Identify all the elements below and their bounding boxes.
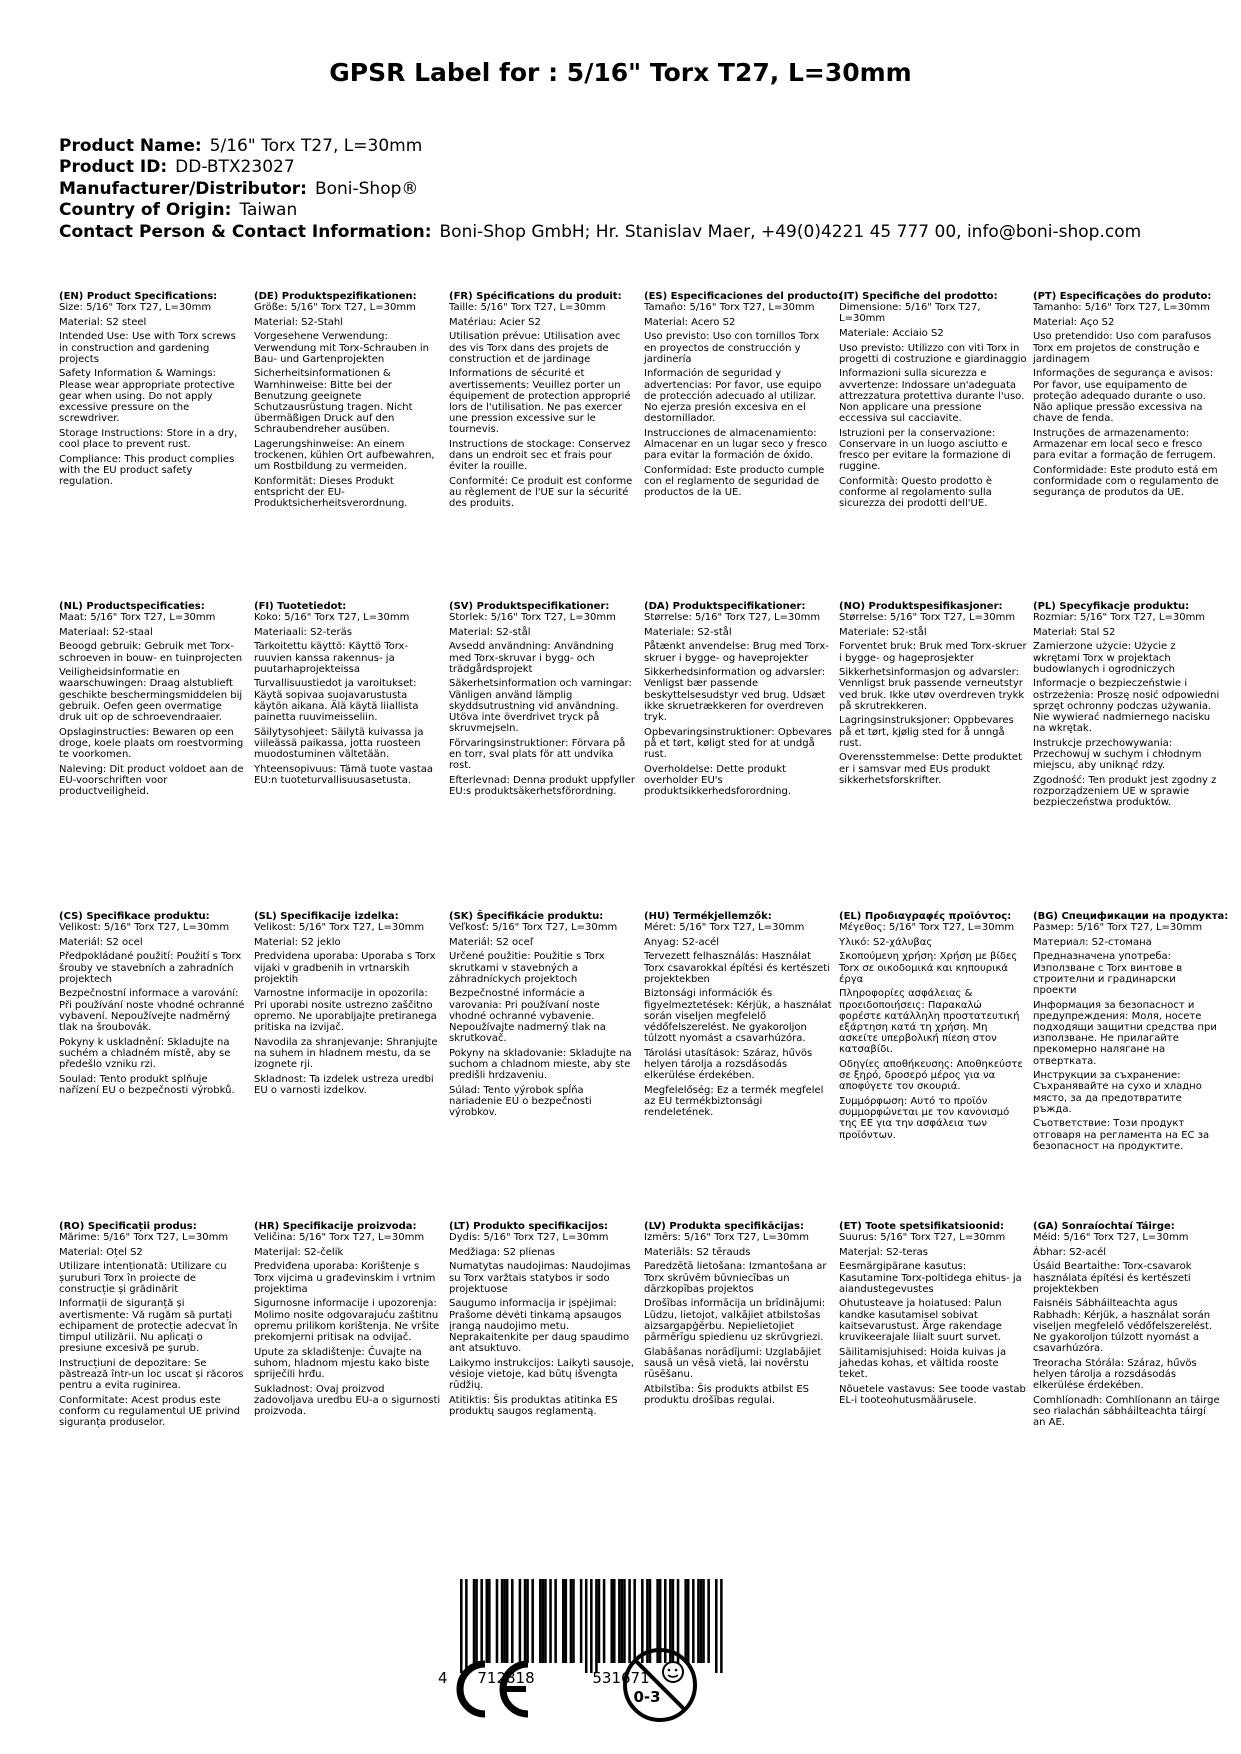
language-block-text: Ábhar: S2-acél [1033, 1246, 1107, 1258]
barcode-group-left: 712818 [477, 1669, 535, 1687]
language-block-text: Mărime: 5/16" Torx T27, L=30mm [59, 1232, 229, 1244]
language-block-text: Overholdelse: Dette produkt overholder EU's produktsikkerhedsforordning. [644, 763, 792, 797]
language-block-text: Materiale: S2-stål [644, 626, 732, 638]
language-block-text: Faisnéis Sábháilteachta agus Rabhadh: Kérjük, a használat során viseljen megfelelő védőfelszerelést. Ne gyakoroljon túlzott nyomást a csavarhúzóra. [1033, 1298, 1213, 1355]
language-block-text: Skladnost: Ta izdelek ustreza uredbi EU o varnosti izdelkov. [254, 1073, 434, 1096]
manufacturer-row [59, 179, 1141, 200]
language-block-text: Zamierzone użycie: Użycie z wkrętami Torx w projektach budowlanych i ogrodniczych [1033, 641, 1176, 675]
manufacturer-value: Boni-Shop® [314, 178, 419, 199]
age-warning-icon [621, 1646, 699, 1724]
language-block-text: Intended Use: Use with Torx screws in construction and gardening projects [59, 331, 236, 365]
ce-mark-icon [452, 1658, 535, 1720]
language-block-text: Säkerhetsinformation och varningar: Vänligen använd lämplig skyddsutrustning vid användning. Utöva inte överdrivet tryck på skruvmejseln. [449, 678, 632, 735]
manufacturer-label: Manufacturer/Distributor: [59, 178, 307, 199]
language-block-header: (RO) Specificații produs: [59, 1221, 197, 1232]
language-block-text: Instrucciones de almacenamiento: Almacenar en un lugar seco y fresco para evitar la formación de óxido. [644, 427, 827, 462]
language-block-text: Atbilstība: Šis produkts atbilst ES produktu drošības regulai. [644, 1383, 810, 1406]
language-block-text: Tamanho: 5/16" Torx T27, L=30mm [1033, 302, 1210, 314]
language-block-text: Bezpečnostní informace a varování: Při používání noste vhodné ochranné vybavení. Nepoužívejte nadměrný tlak na šroubovák. [59, 988, 245, 1033]
language-block-text: Safety Information & Warnings: Please wear appropriate protective gear when using. Do not apply excessive pressure on the screwdriver. [59, 368, 235, 425]
language-block-text: Eesmärgipärane kasutus: Kasutamine Torx-poltidega ehitus- ja aiandustegevustes [839, 1261, 1022, 1295]
language-block-text: Materiale: Acciaio S2 [839, 328, 944, 339]
barcode-bar [526, 1579, 529, 1663]
language-block-header: (CS) Specifikace produktu: [59, 911, 210, 922]
product-name-row [59, 136, 1141, 157]
language-block-text: Informazioni sulla sicurezza e avvertenze: Indossare un'adeguata attrezzatura protettiva durante l'uso. Non applicare una pressione eccessiva sul cacciavite. [839, 368, 1025, 425]
language-block-text: Informații de siguranță și avertismente: Vă rugăm să purtați echipament de protecție adecvat în timpul utilizării. Nu aplicați o presiune excesivă pe șurub. [59, 1298, 238, 1355]
language-block [254, 601, 442, 789]
language-block-header: (HR) Specifikacije proizvoda: [254, 1221, 417, 1232]
barcode-bar [590, 1579, 593, 1673]
language-block-text: Инструкции за съхранение: Съхранявайте на сухо и хладно място, за да предотвратите ръжда. [1033, 1070, 1202, 1115]
barcode-bar [524, 1579, 527, 1663]
language-block-text: Informações de segurança e avisos: Por favor, use equipamento de proteção adequado durante o uso. Não aplique pressão excessiva na chave de fenda. [1033, 368, 1214, 425]
origin-label: Country of Origin: [59, 200, 232, 221]
language-block-header: (NL) Productspecificaties: [59, 601, 205, 612]
language-block-text: Μέγεθος: 5/16" Torx T27, L=30mm [839, 922, 1015, 934]
barcode-bar [603, 1579, 606, 1663]
language-block-text: Instructions de stockage: Conservez dans un endroit sec et frais pour éviter la rouille. [449, 439, 631, 473]
language-block-text: Upute za skladištenje: Čuvajte na suhom, hladnom mjestu kako biste spriječili hrđu. [254, 1346, 430, 1380]
language-block-text: Efterlevnad: Denna produkt uppfyller EU:s produktsäkerhetsförordning. [449, 774, 635, 797]
language-block-text: Säilitamisjuhised: Hoida kuivas ja jahedas kohas, et vältida rooste teket. [839, 1346, 1007, 1380]
language-block [644, 291, 843, 502]
language-block-text: Atitiktis: Šis produktas atitinka ES produktų saugos reglamentą. [449, 1394, 618, 1417]
language-block-text: Material: S2 steel [59, 316, 147, 328]
barcode-bar [488, 1579, 491, 1663]
language-block-text: Zgodność: Ten produkt jest zgodny z rozporządzeniem UE w sprawie bezpieczeństwa produktów. [1033, 774, 1217, 809]
barcode-bar [496, 1579, 499, 1663]
barcode-bar [565, 1579, 568, 1663]
language-block-text: Οδηγίες αποθήκευσης: Αποθηκεύστε σε ξηρό, δροσερό μέρος για να αποφύγετε τον σκουριά. [839, 1059, 1023, 1093]
language-block-text: Uso previsto: Uso con tornillos Torx en proyectos de construcción y jardinería [644, 331, 820, 365]
language-block [644, 601, 832, 801]
language-block-text: Biztonsági információk és figyelmeztetések: Kérjük, a használat során viseljen megfelelő védőfelszerelést. Ne gyakoroljon túlzott nyomást a csavarhúzóra. [644, 988, 832, 1045]
language-block-text: Vorgesehene Verwendung: Verwendung mit Torx-Schrauben in Bau- und Gartenprojekten [254, 331, 429, 365]
language-block-text: Compliance: This product complies with the EU product safety regulation. [59, 453, 235, 487]
language-block-text: Pokyny k uskladnění: Skladujte na suchém a chladném místě, aby se předešlo vzniku rzi. [59, 1036, 231, 1070]
barcode-bar [511, 1579, 514, 1663]
language-block [449, 601, 637, 801]
barcode-bar [585, 1579, 588, 1673]
label-title: GPSR Label for : 5/16" Torx T27, L=30mm [329, 58, 912, 87]
language-block-text: Turvallisuustiedot ja varoitukset: Käytä sopivaa suojavarustusta käytön aikana. Älä käytä liiallista painetta ruuvimeisseliin. [254, 678, 419, 723]
language-block-text: Beoogd gebruik: Gebruik met Torx-schroeven in bouw- en tuinprojecten [59, 641, 243, 664]
language-block-text: Navodila za shranjevanje: Shranjujte na suhem in hladnem mestu, da se izognete rji. [254, 1036, 438, 1070]
language-block-text: Material: S2-stål [449, 626, 531, 638]
language-block-header: (DA) Produktspecifikationer: [644, 601, 806, 612]
language-block-text: Предназначена употреба: Използване с Torx винтове в строителни и градинарски проекти [1033, 951, 1183, 996]
barcode-bar [531, 1579, 534, 1663]
language-block-text: Určené použitie: Použitie s Torx skrutkami v stavebných a záhradníckych projektoch [449, 951, 605, 985]
language-block-text: Předpokládané použití: Použití s Torx šrouby ve stavebních a zahradních projektech [59, 951, 242, 985]
language-block-text: Rozmiar: 5/16" Torx T27, L=30mm [1033, 612, 1206, 624]
language-block-text: Påtænkt anvendelse: Brug med Torx-skruer i bygge- og haveprojekter [644, 641, 829, 664]
language-block-text: Materjal: S2-teras [839, 1246, 929, 1258]
product-name-value: 5/16" Torx T27, L=30mm [209, 136, 423, 156]
language-block-text: Paredzētā lietošana: Izmantošana ar Torx skrūvēm būvniecības un dārzkopības projektos [644, 1261, 827, 1295]
language-block-header: (IT) Specifiche del prodotto: [839, 291, 998, 302]
language-block-text: Sikkerhedsinformation og advarsler: Venligst bær passende beskyttelsesudstyr ved brug. Udsæt ikke skruetrækkeren for overdreven tryk. [644, 667, 826, 723]
barcode-bar [475, 1579, 478, 1663]
language-block-text: Material: Oțel S2 [59, 1246, 143, 1258]
language-block-text: Σκοπούμενη χρήση: Χρήση με βίδες Torx σε οικοδομικά και κηπουρικά έργα [839, 951, 1018, 985]
language-block-header: (GA) Sonraíochtaí Táirge: [1033, 1221, 1175, 1232]
language-block-text: Dydis: 5/16" Torx T27, L=30mm [449, 1232, 609, 1244]
language-block-text: Soulad: Tento produkt splňuje nařízení EU o bezpečnosti výrobků. [59, 1073, 235, 1096]
language-block-text: Material: Acero S2 [644, 316, 736, 328]
language-block-text: Yhteensopivuus: Tämä tuote vastaa EU:n tuoteturvallisuusasetusta. [254, 763, 433, 786]
language-block-header: (LV) Produkta specifikācijas: [644, 1221, 804, 1232]
language-block-text: Drošības informācija un brīdinājumi: Lūdzu, lietojot, valkājiet atbilstošas aizsargapģērbu. Nepielietojiet pārmērīgu spiedienu uz skrūvgriezi. [644, 1298, 826, 1343]
product-id-value: DD-BTX23027 [175, 157, 295, 178]
age-warning-text: 0-3 [633, 1688, 661, 1706]
language-block-text: Material: S2-Stahl [254, 316, 344, 328]
language-block-text: Méid: 5/16" Torx T27, L=30mm [1033, 1232, 1189, 1244]
language-block-header: (LT) Produkto specifikacijos: [449, 1221, 609, 1232]
language-block-text: Materiaal: S2-staal [59, 626, 153, 638]
barcode-bar [480, 1579, 483, 1663]
language-block-text: Tervezett felhasználás: Használat Torx csavarokkal építési és kertészeti projektekben [644, 951, 830, 985]
product-info [59, 136, 1141, 243]
product-id-label: Product ID: [59, 157, 168, 178]
language-block-text: Materiał: Stal S2 [1033, 626, 1116, 638]
language-block-text: Sikkerhetsinformasjon og advarsler: Vennligst bruk passende verneutstyr ved bruk. Ikke utøv overdreven trykk på skrutrekkeren. [839, 667, 1025, 712]
language-block-text: Størrelse: 5/16" Torx T27, L=30mm [644, 612, 821, 624]
language-block-text: Megfelelőség: Ez a termék megfelel az EU termékbiztonsági rendeletének. [644, 1084, 824, 1119]
language-block [644, 911, 832, 1122]
language-block-text: Lagerungshinweise: An einem trockenen, kühlen Ort aufbewahren, um Rostbildung zu vermeiden. [254, 439, 435, 473]
language-block-text: Material: Aço S2 [1033, 316, 1115, 328]
language-block-text: Pokyny na skladovanie: Skladujte na suchom a chladnom mieste, aby ste predišli hrdzaveniu. [449, 1047, 632, 1082]
language-block-text: Saugumo informacija ir įspėjimai: Prašome dėvėti tinkamą apsaugos įrangą naudojimo metu. Neprakaitenkite per daug spaudimo ant atsuktuvo. [449, 1298, 630, 1355]
language-block-text: Lagringsinstruksjoner: Oppbevares på et tørt, kjølig sted for å unngå rust. [839, 715, 1014, 749]
product-id-row [59, 157, 1141, 178]
language-block-text: Sicherheitsinformationen & Warnhinweise: Bitte bei der Benutzung geeignete Schutzausrüstung tragen. Nicht übermäßigen Druck auf den Schraubendreher ausüben. [254, 368, 413, 436]
language-block-text: Conformitate: Acest produs este conform cu regulamentul UE privind siguranța produselor. [59, 1394, 240, 1429]
language-block-text: Informacje o bezpieczeństwie i ostrzeżenia: Proszę nosić odpowiedni sprzęt ochronny podczas używania. Nie wywierać nadmiernego nacisku na wkrętak. [1033, 678, 1220, 735]
barcode-bar [519, 1579, 522, 1663]
language-block-text: Instrukcje przechowywania: Przechowuj w suchym i chłodnym miejscu, aby uniknąć rdzy. [1033, 737, 1202, 772]
barcode-bar [700, 1579, 703, 1663]
language-block-text: Velikost: 5/16" Torx T27, L=30mm [59, 922, 230, 934]
barcode-bar [572, 1579, 575, 1663]
contact-label: Contact Person & Contact Information: [59, 221, 432, 242]
language-block-text: Uso pretendido: Uso com parafusos Torx em projetos de construção e jardinagem [1033, 331, 1212, 365]
language-block [1033, 1221, 1221, 1432]
language-block [254, 1221, 442, 1421]
language-block-text: Istruzioni per la conservazione: Conservare in un luogo asciutto e fresco per evitare la formazione di ruggine. [839, 427, 1011, 473]
language-block-text: Size: 5/16" Torx T27, L=30mm [59, 302, 212, 314]
barcode-bar [549, 1579, 552, 1663]
barcode-digit-first: 4 [438, 1669, 448, 1687]
language-block-text: Πληροφορίες ασφάλειας & προειδοποιήσεις: Παρακαλώ φορέστε κατάλληλη προστατευτική εξάρτηση κατά τη χρήση. Μη ασκείτε υπερβολική πίεση στον κατσαβίδι. [839, 988, 1020, 1056]
language-block-text: Predvidena uporaba: Uporaba s Torx vijaki v gradbenih in vrtnarskih projektih [254, 951, 436, 985]
language-block-text: Opslaginstructies: Bewaren op een droge, koele plaats om roestvorming te voorkomen. [59, 726, 244, 760]
language-block-header: (NO) Produktspesifikasjoner: [839, 601, 1003, 612]
language-block-text: Conformidad: Este producto cumple con el reglamento de seguridad de productos de la UE. [644, 464, 825, 499]
language-block-header: (ES) Especificaciones del producto: [644, 291, 843, 302]
barcode-group-right: 531671 [592, 1669, 650, 1687]
language-block-text: Materijal: S2-čelik [254, 1246, 344, 1258]
language-block-text: Nõuetele vastavus: See toode vastab EL-i tooteohutusmäärusele. [839, 1383, 1026, 1406]
language-block-text: Varnostne informacije in opozorila: Pri uporabi nosite ustrezno zaščitno opremo. Ne uporabljajte pretiranega pritiska na izvijač. [254, 988, 437, 1033]
language-block-text: Storlek: 5/16" Torx T27, L=30mm [449, 612, 616, 624]
barcode-bar [501, 1579, 504, 1663]
language-block [644, 1221, 832, 1409]
language-block-text: Συμμόρφωση: Αυτό το προϊόν συμμορφώνεται με τον κανονισμό της ΕΕ για την ασφάλεια των προϊόντων. [839, 1096, 1010, 1141]
language-block-text: Avsedd användning: Användning med Torx-skruvar i bygg- och trädgårdsprojekt [449, 641, 614, 675]
language-block-header: (FI) Tuotetiedot: [254, 601, 347, 612]
barcode-bar [702, 1579, 705, 1663]
language-block-text: Taille: 5/16" Torx T27, L=30mm [449, 302, 606, 314]
language-block-text: Instrucțiuni de depozitare: Se păstrează într-un loc uscat și răcoros pentru a evita ruginirea. [59, 1357, 244, 1392]
language-block [254, 291, 442, 513]
language-block-text: Информация за безопасност и предупреждения: Моля, носете подходящи защитни средства при използване. Не прилагайте прекомерно налягане на отвертката. [1033, 999, 1217, 1067]
language-block-text: Размер: 5/16" Torx T27, L=30mm [1033, 922, 1203, 934]
language-block-text: Laikymo instrukcijos: Laikyti sausoje, vėsioje vietoje, kad būtų išvengta rūdžių. [449, 1357, 635, 1392]
language-block-text: Treoracha Stórála: Száraz, hűvös helyen tárolja a rozsdásodás elkerülése érdekében. [1033, 1357, 1197, 1392]
language-block-text: Størrelse: 5/16" Torx T27, L=30mm [839, 612, 1016, 624]
barcode-bar [598, 1579, 601, 1663]
language-block-text: Méret: 5/16" Torx T27, L=30mm [644, 922, 805, 934]
language-block-text: Veiligheidsinformatie en waarschuwingen: Draag alstublieft geschikte beschermingsmiddelen bij gebruik. Oefen geen overmatige druk uit op de schroevendraaier. [59, 667, 243, 723]
language-block-text: Súlad: Tento výrobok spĺňa nariadenie EÚ o bezpečnosti výrobkov. [449, 1084, 592, 1119]
language-block [59, 291, 247, 491]
language-block-header: (PT) Especificações do produto: [1033, 291, 1212, 302]
language-block-text: Informations de sécurité et avertissements: Veuillez porter un équipement de protection approprié lors de l'utilisation. Ne pas exercer une pression excessive sur le tournevis. [449, 368, 631, 436]
language-block-header: (EN) Product Specifications: [59, 291, 218, 302]
barcode-bar [580, 1579, 583, 1663]
language-block-text: Größe: 5/16" Torx T27, L=30mm [254, 302, 416, 314]
language-block-text: Sigurnosne informacije i upozorenja: Molimo nosite odgovarajuću zaštitnu opremu prilikom korištenja. Ne vršite prekomjerni pritisak na odvijač. [254, 1298, 440, 1343]
language-block-header: (ET) Toote spetsifikatsioonid: [839, 1221, 1005, 1232]
barcode-bar [503, 1579, 506, 1663]
language-block-header: (FR) Spécifications du produit: [449, 291, 622, 302]
language-block [1033, 601, 1221, 812]
language-block-text: Veľkosť: 5/16" Torx T27, L=30mm [449, 922, 618, 934]
language-block-text: Materiál: S2 oceľ [449, 936, 534, 948]
language-block [59, 601, 247, 801]
barcode-bar [610, 1579, 613, 1663]
language-block-text: Konformität: Dieses Produkt entspricht der EU-Produktsicherheitsverordnung. [254, 476, 408, 510]
language-block-text: Veličina: 5/16" Torx T27, L=30mm [254, 1232, 425, 1244]
language-block-text: Naleving: Dit product voldoet aan de EU-voorschriften voor productveiligheid. [59, 763, 244, 797]
language-block-text: Materiaali: S2-teräs [254, 626, 352, 638]
contact-row [59, 222, 1141, 243]
language-block [59, 1221, 247, 1432]
language-block-text: Tarkoitettu käyttö: Käyttö Torx-ruuvien kanssa rakennus- ja puutarhaprojekteissa [254, 641, 409, 675]
language-block-text: Forventet bruk: Bruk med Torx-skruer i bygge- og hageprosjekter [839, 641, 1027, 664]
language-block-text: Utilisation prévue: Utilisation avec des vis Torx dans des projets de construction et de jardinage [449, 331, 621, 365]
language-block-text: Instruções de armazenamento: Armazenar em local seco e fresco para evitar a formação de ferrugem. [1033, 427, 1216, 462]
language-block-text: Sukladnost: Ovaj proizvod zadovoljava uredbu EU-a o sigurnosti proizvoda. [254, 1383, 441, 1417]
language-block-text: Velikost: 5/16" Torx T27, L=30mm [254, 922, 425, 934]
language-block-text: Maat: 5/16" Torx T27, L=30mm [59, 612, 216, 624]
language-block-text: Dimensione: 5/16" Torx T27, L=30mm [839, 302, 981, 325]
language-block-text: Säilytysohjeet: Säilytä kuivassa ja viileässä paikassa, jotta ruosteen muodostuminen vältetään. [254, 726, 424, 760]
barcode-bar [544, 1579, 547, 1663]
language-block-text: Material: S2 jeklo [254, 936, 341, 948]
language-block [449, 291, 637, 513]
language-block-text: Conformidade: Este produto está em conformidade com o regulamento de segurança de produtos da UE. [1033, 464, 1219, 499]
language-block-text: Numatytas naudojimas: Naudojimas su Torx varžtais statybos ir sodo projektuose [449, 1261, 631, 1295]
language-block-text: Izmērs: 5/16" Torx T27, L=30mm [644, 1232, 810, 1244]
language-block [1033, 291, 1221, 502]
language-block-text: Materiale: S2-stål [839, 626, 927, 638]
language-block-text: Tamaño: 5/16" Torx T27, L=30mm [644, 302, 815, 314]
language-block-text: Medžiaga: S2 plienas [449, 1246, 555, 1258]
barcode-bar [539, 1579, 542, 1663]
language-block [254, 911, 442, 1099]
language-block-header: (EL) Προδιαγραφές προϊόντος: [839, 911, 1012, 922]
language-block-text: Koko: 5/16" Torx T27, L=30mm [254, 612, 410, 624]
language-block-text: Ohutusteave ja hoiatused: Palun kandke kasutamisel sobivat kaitsevarustust. Ärge rakendage kruvikeerajale liialt suurt survet. [839, 1298, 1002, 1343]
language-block [1033, 911, 1229, 1155]
language-block-text: Anyag: S2-acél [644, 936, 719, 948]
language-block-text: Úsáid Beartaithe: Torx-csavarok használata építési és kertészeti projektekben [1033, 1261, 1192, 1295]
language-block-text: Matériau: Acier S2 [449, 316, 541, 328]
origin-value: Taiwan [239, 200, 298, 221]
barcode-bar [707, 1579, 710, 1663]
language-block-header: (SK) Špecifikácie produktu: [449, 911, 604, 922]
language-block-header: (SV) Produktspecifikationer: [449, 601, 610, 612]
barcode-bar [506, 1579, 509, 1663]
contact-value: Boni-Shop GmbH; Hr. Stanislav Maer, +49(0)4221 45 777 00, info@boni-shop.com [439, 221, 1142, 242]
origin-row [59, 200, 1141, 221]
language-block-text: Información de seguridad y advertencias: Por favor, use equipo de protección adecuado al utilizar. No ejerza presión excesiva en el destornillador. [644, 368, 822, 425]
language-block-text: Uso previsto: Utilizzo con viti Torx in progetti di costruzione e giardinaggio [839, 342, 1027, 365]
barcode-bar [720, 1579, 723, 1673]
language-block [449, 1221, 637, 1421]
language-block-text: Conformità: Questo prodotto è conforme al regolamento sulla sicurezza dei prodotti dell'UE. [839, 476, 993, 510]
barcode-bar [473, 1579, 476, 1663]
language-block-text: Overensstemmelse: Dette produktet er i samsvar med EUs produkt sikkerhetsforskrifter. [839, 752, 1022, 786]
language-block-text: Glabāšanas norādījumi: Uzglabājiet sausā un vēsā vietā, lai novērstu rūsēšanu. [644, 1346, 822, 1380]
language-block-text: Materiāls: S2 tērauds [644, 1246, 751, 1258]
language-block-text: Utilizare intenționată: Utilizare cu șuruburi Torx în proiecte de construcție și grădinărit [59, 1261, 227, 1295]
language-block [59, 911, 247, 1099]
language-block-header: (PL) Specyfikacje produktu: [1033, 601, 1190, 612]
language-block-text: Съответствие: Този продукт отговаря на регламента на ЕС за безопасност на продуктите. [1033, 1118, 1210, 1152]
language-block-text: Comhlíonadh: Comhlíonann an táirge seo rialachán sábháilteachta táirgí an AE. [1033, 1394, 1220, 1429]
language-block-header: (DE) Produktspezifikationen: [254, 291, 417, 302]
language-block-header: (HU) Termékjellemzők: [644, 911, 772, 922]
barcode-bar [570, 1579, 573, 1663]
language-block-text: Predviđena uporaba: Korištenje s Torx vijcima u građevinskim i vrtnim projektima [254, 1261, 436, 1295]
language-block-text: Bezpečnostné informácie a varovania: Pri používaní noste vhodné ochranné vybavenie. Nepoužívajte nadmerný tlak na skrutkovač. [449, 988, 606, 1045]
barcode-bar [562, 1579, 565, 1663]
language-block-text: Tárolási utasítások: Száraz, hűvös helyen tárolja a rozsdásodás elkerülése érdekében. [644, 1047, 813, 1082]
language-block-text: Opbevaringsinstruktioner: Opbevares på et tørt, køligt sted for at undgå rust. [644, 726, 832, 760]
language-block-text: Storage Instructions: Store in a dry, cool place to prevent rust. [59, 427, 238, 450]
language-block-text: Suurus: 5/16" Torx T27, L=30mm [839, 1232, 1006, 1244]
language-block [839, 911, 1027, 1144]
language-block-header: (BG) Спецификации на продукта: [1033, 911, 1229, 922]
language-block-text: Materiál: S2 ocel [59, 936, 143, 948]
barcode-bar [595, 1579, 598, 1673]
language-block-text: Conformité: Ce produit est conforme au règlement de l'UE sur la sécurité des produits. [449, 476, 633, 510]
language-block-text: Материал: S2-стомана [1033, 936, 1152, 948]
product-name-label: Product Name: [59, 136, 202, 156]
language-block-text: Förvaringsinstruktioner: Förvara på en torr, sval plats för att undvika rost. [449, 737, 626, 772]
barcode-bar [715, 1579, 718, 1673]
language-block [839, 1221, 1027, 1409]
barcode-bar [613, 1579, 616, 1663]
language-block-header: (SL) Specifikacije izdelka: [254, 911, 399, 922]
barcode-bar [486, 1579, 489, 1663]
barcode-bar [554, 1579, 557, 1663]
barcode-bar [542, 1579, 545, 1663]
language-block [449, 911, 637, 1122]
language-block [839, 291, 1027, 513]
language-block-text: Υλικό: S2-χάλυβας [839, 936, 933, 948]
language-block [839, 601, 1027, 789]
